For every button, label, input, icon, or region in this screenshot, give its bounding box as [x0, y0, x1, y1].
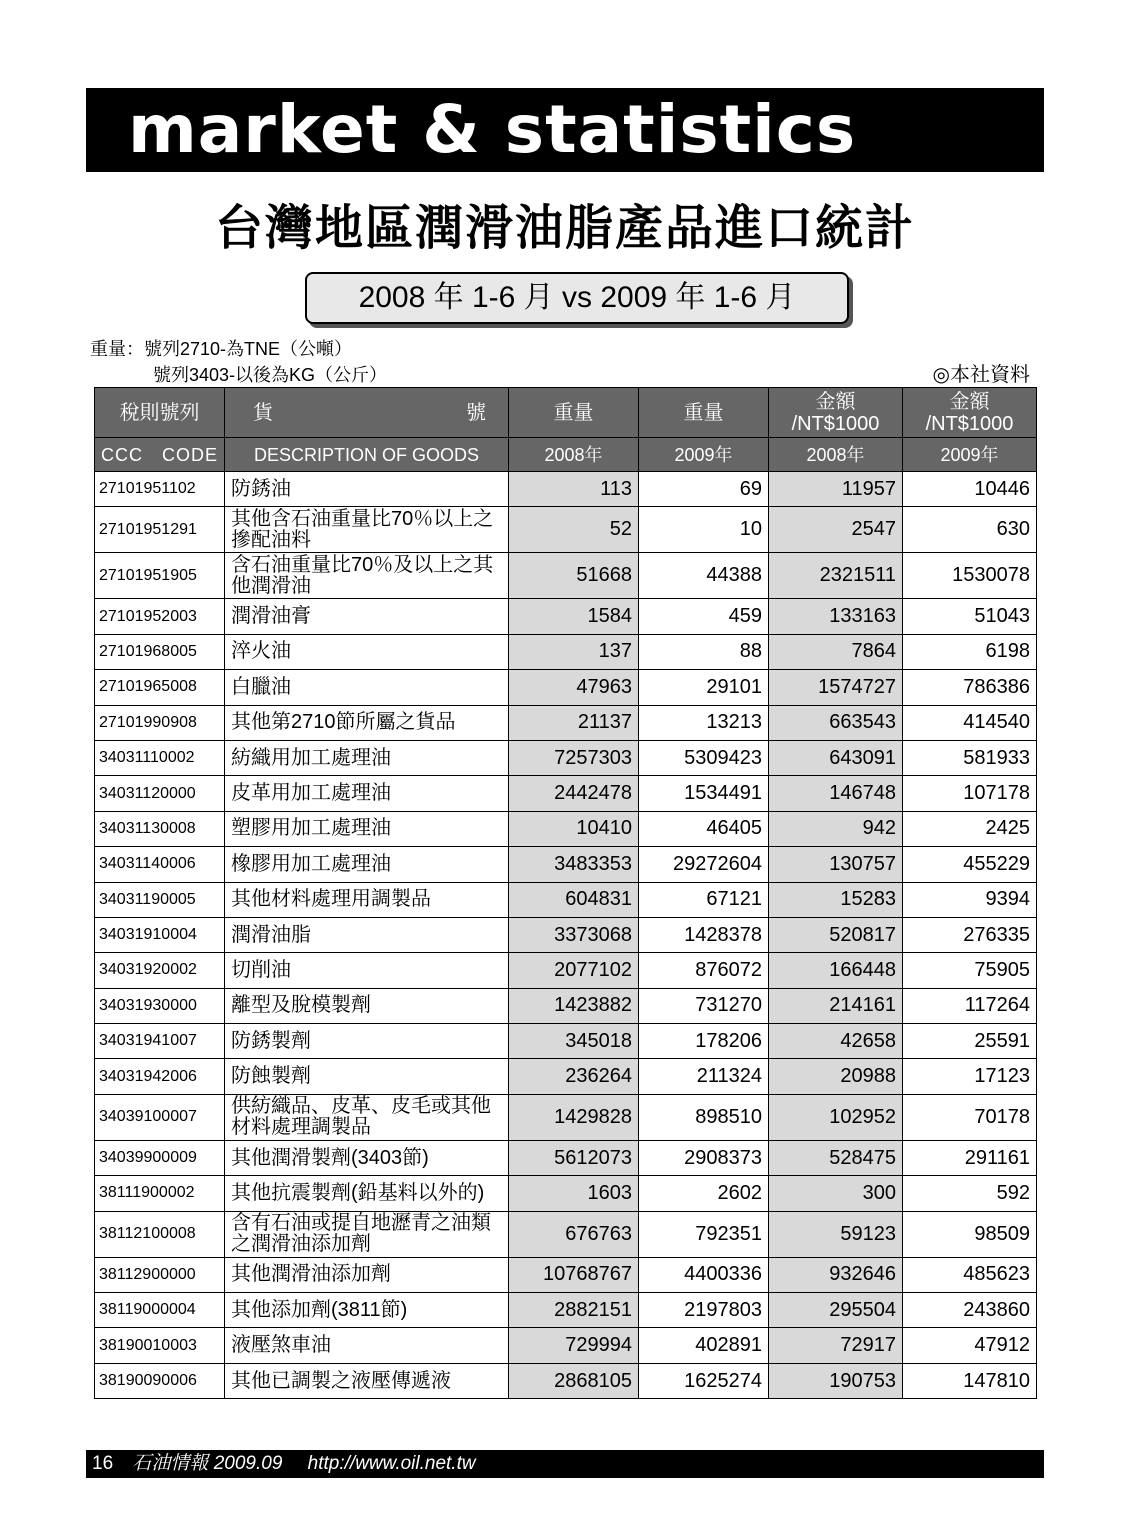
weight-2009-cell: 10 [639, 507, 769, 553]
description-cell: 防蝕製劑 [225, 1059, 509, 1094]
value-2009-cell: 75905 [903, 953, 1037, 988]
value-2009-cell: 6198 [903, 634, 1037, 669]
description-cell: 防銹油 [225, 472, 509, 507]
weight-2008-cell: 10768767 [509, 1257, 639, 1292]
value-2008-cell: 7864 [769, 634, 903, 669]
description-cell: 白臘油 [225, 670, 509, 705]
table-row [95, 553, 1037, 599]
section-banner [86, 88, 1044, 172]
page-number: 16 [92, 1453, 114, 1474]
value-2009-cell: 98509 [903, 1211, 1037, 1257]
magazine-issue: 石油情報 2009.09 [132, 1453, 283, 1474]
header-value-2008 [769, 388, 903, 438]
banner-title: market & statistics [128, 91, 857, 168]
value-2008-cell: 133163 [769, 599, 903, 634]
header-row-1 [95, 388, 1037, 438]
code-cell: 38112100008 [95, 1211, 225, 1257]
code-cell: 34031941007 [95, 1024, 225, 1059]
table-row [95, 740, 1037, 775]
weight-2008-cell: 2442478 [509, 776, 639, 811]
table-body [95, 472, 1037, 1399]
value-2009-cell: 17123 [903, 1059, 1037, 1094]
value-2008-cell: 528475 [769, 1140, 903, 1175]
description-cell: 橡膠用加工處理油 [225, 847, 509, 882]
code-cell: 38190010003 [95, 1328, 225, 1363]
table-row [95, 705, 1037, 740]
weight-2008-cell: 51668 [509, 553, 639, 599]
value-2009-cell: 485623 [903, 1257, 1037, 1292]
code-cell: 27101965008 [95, 670, 225, 705]
value-2008-cell: 166448 [769, 953, 903, 988]
value-2009-cell: 107178 [903, 776, 1037, 811]
table-row [95, 599, 1037, 634]
code-cell: 34039100007 [95, 1094, 225, 1140]
table-row [95, 811, 1037, 846]
weight-2009-cell: 2197803 [639, 1293, 769, 1328]
weight-2009-cell: 13213 [639, 705, 769, 740]
value-2009-cell: 2425 [903, 811, 1037, 846]
value-2009-cell: 276335 [903, 917, 1037, 952]
weight-2009-cell: 44388 [639, 553, 769, 599]
table-row [95, 847, 1037, 882]
code-cell: 34031910004 [95, 917, 225, 952]
header-goods-left: 貨 [253, 401, 273, 424]
value-2009-cell: 25591 [903, 1024, 1037, 1059]
header-value-2008-line1: 金額 [815, 390, 856, 413]
table-row [95, 1094, 1037, 1140]
header-ccc-code: CCC CODE [95, 438, 225, 472]
code-cell: 27101968005 [95, 634, 225, 669]
header-year-value-2009: 2009年 [903, 438, 1037, 472]
weight-2008-cell: 1603 [509, 1176, 639, 1211]
value-2009-cell: 630 [903, 507, 1037, 553]
code-cell: 27101951291 [95, 507, 225, 553]
header-value-2008-line2: /NT$1000 [791, 412, 880, 435]
description-cell: 淬火油 [225, 634, 509, 669]
code-cell: 27101951102 [95, 472, 225, 507]
header-goods-right: 號 [466, 401, 486, 424]
value-2008-cell: 42658 [769, 1024, 903, 1059]
weight-2009-cell: 211324 [639, 1059, 769, 1094]
header-value-2009-line1: 金額 [949, 390, 990, 413]
description-cell: 其他潤滑製劑(3403節) [225, 1140, 509, 1175]
code-cell: 38190090006 [95, 1363, 225, 1398]
source-note: ◎本社資料 [932, 364, 1030, 386]
table-row [95, 1140, 1037, 1175]
weight-2009-cell: 2908373 [639, 1140, 769, 1175]
table-row [95, 507, 1037, 553]
table-row [95, 1257, 1037, 1292]
weight-2009-cell: 1625274 [639, 1363, 769, 1398]
weight-2008-cell: 604831 [509, 882, 639, 917]
weight-2009-cell: 67121 [639, 882, 769, 917]
table-row [95, 1176, 1037, 1211]
weight-2009-cell: 876072 [639, 953, 769, 988]
value-2009-cell: 786386 [903, 670, 1037, 705]
value-2008-cell: 59123 [769, 1211, 903, 1257]
description-cell: 其他含石油重量比70％以上之摻配油料 [225, 507, 509, 553]
weight-2009-cell: 29272604 [639, 847, 769, 882]
weight-2008-cell: 236264 [509, 1059, 639, 1094]
weight-2008-cell: 3373068 [509, 917, 639, 952]
weight-2009-cell: 46405 [639, 811, 769, 846]
weight-2009-cell: 459 [639, 599, 769, 634]
unit-note-line1: 重量：號列2710-為TNE（公噸） [90, 339, 353, 359]
weight-2009-cell: 4400336 [639, 1257, 769, 1292]
value-2008-cell: 520817 [769, 917, 903, 952]
description-cell: 其他第2710節所屬之貨品 [225, 705, 509, 740]
value-2008-cell: 295504 [769, 1293, 903, 1328]
value-2009-cell: 9394 [903, 882, 1037, 917]
weight-2009-cell: 792351 [639, 1211, 769, 1257]
table-row [95, 917, 1037, 952]
description-cell: 離型及脫模製劑 [225, 988, 509, 1023]
value-2009-cell: 581933 [903, 740, 1037, 775]
weight-2008-cell: 1429828 [509, 1094, 639, 1140]
description-cell: 液壓煞車油 [225, 1328, 509, 1363]
description-cell: 供紡織品、皮革、皮毛或其他材料處理調製品 [225, 1094, 509, 1140]
table-row [95, 988, 1037, 1023]
code-cell: 27101952003 [95, 599, 225, 634]
table-row [95, 1024, 1037, 1059]
description-cell: 塑膠用加工處理油 [225, 811, 509, 846]
value-2008-cell: 2321511 [769, 553, 903, 599]
description-cell: 切削油 [225, 953, 509, 988]
code-cell: 34031120000 [95, 776, 225, 811]
value-2009-cell: 455229 [903, 847, 1037, 882]
code-cell: 34031130008 [95, 811, 225, 846]
value-2008-cell: 20988 [769, 1059, 903, 1094]
weight-2008-cell: 137 [509, 634, 639, 669]
code-cell: 34031110002 [95, 740, 225, 775]
weight-2009-cell: 178206 [639, 1024, 769, 1059]
page-footer [86, 1450, 1044, 1478]
description-cell: 潤滑油膏 [225, 599, 509, 634]
weight-2009-cell: 88 [639, 634, 769, 669]
weight-2008-cell: 113 [509, 472, 639, 507]
code-cell: 34031930000 [95, 988, 225, 1023]
value-2009-cell: 47912 [903, 1328, 1037, 1363]
description-cell: 防銹製劑 [225, 1024, 509, 1059]
weight-2009-cell: 1534491 [639, 776, 769, 811]
value-2009-cell: 10446 [903, 472, 1037, 507]
table-row [95, 776, 1037, 811]
value-2009-cell: 243860 [903, 1293, 1037, 1328]
import-statistics-table [94, 387, 1037, 1399]
weight-2008-cell: 1584 [509, 599, 639, 634]
value-2008-cell: 15283 [769, 882, 903, 917]
weight-2008-cell: 2882151 [509, 1293, 639, 1328]
weight-2008-cell: 10410 [509, 811, 639, 846]
weight-2008-cell: 2868105 [509, 1363, 639, 1398]
value-2009-cell: 1530078 [903, 553, 1037, 599]
value-2009-cell: 291161 [903, 1140, 1037, 1175]
weight-2009-cell: 5309423 [639, 740, 769, 775]
description-cell: 皮革用加工處理油 [225, 776, 509, 811]
header-year-weight-2008: 2008年 [509, 438, 639, 472]
value-2008-cell: 190753 [769, 1363, 903, 1398]
value-2008-cell: 72917 [769, 1328, 903, 1363]
code-cell: 38112900000 [95, 1257, 225, 1292]
weight-2009-cell: 898510 [639, 1094, 769, 1140]
code-cell: 38119000004 [95, 1293, 225, 1328]
header-year-value-2008: 2008年 [769, 438, 903, 472]
weight-2009-cell: 1428378 [639, 917, 769, 952]
description-cell: 紡織用加工處理油 [225, 740, 509, 775]
value-2008-cell: 663543 [769, 705, 903, 740]
weight-2008-cell: 21137 [509, 705, 639, 740]
value-2008-cell: 102952 [769, 1094, 903, 1140]
value-2008-cell: 146748 [769, 776, 903, 811]
weight-2009-cell: 2602 [639, 1176, 769, 1211]
value-2008-cell: 300 [769, 1176, 903, 1211]
website-url[interactable]: http://www.oil.net.tw [307, 1453, 476, 1474]
description-cell: 潤滑油脂 [225, 917, 509, 952]
weight-2008-cell: 345018 [509, 1024, 639, 1059]
header-weight-2008: 重量 [509, 388, 639, 438]
value-2008-cell: 932646 [769, 1257, 903, 1292]
weight-2008-cell: 52 [509, 507, 639, 553]
header-description: DESCRIPTION OF GOODS [225, 438, 509, 472]
value-2009-cell: 147810 [903, 1363, 1037, 1398]
code-cell: 27101951905 [95, 553, 225, 599]
weight-2008-cell: 676763 [509, 1211, 639, 1257]
table-row [95, 634, 1037, 669]
weight-2008-cell: 729994 [509, 1328, 639, 1363]
description-cell: 其他添加劑(3811節) [225, 1293, 509, 1328]
header-row-2 [95, 438, 1037, 472]
code-cell: 34031190005 [95, 882, 225, 917]
value-2008-cell: 942 [769, 811, 903, 846]
header-weight-2009: 重量 [639, 388, 769, 438]
value-2009-cell: 414540 [903, 705, 1037, 740]
description-cell: 含有石油或提自地瀝青之油類之潤滑油添加劑 [225, 1211, 509, 1257]
description-cell: 其他潤滑油添加劑 [225, 1257, 509, 1292]
weight-2008-cell: 5612073 [509, 1140, 639, 1175]
table-row [95, 670, 1037, 705]
value-2009-cell: 70178 [903, 1094, 1037, 1140]
table-row [95, 472, 1037, 507]
value-2008-cell: 130757 [769, 847, 903, 882]
code-cell: 38111900002 [95, 1176, 225, 1211]
description-cell: 其他材料處理用調製品 [225, 882, 509, 917]
weight-2008-cell: 3483353 [509, 847, 639, 882]
description-cell: 含石油重量比70％及以上之其他潤滑油 [225, 553, 509, 599]
code-cell: 34039900009 [95, 1140, 225, 1175]
table-row [95, 1363, 1037, 1398]
value-2008-cell: 643091 [769, 740, 903, 775]
code-cell: 34031942006 [95, 1059, 225, 1094]
value-2009-cell: 117264 [903, 988, 1037, 1023]
weight-2009-cell: 731270 [639, 988, 769, 1023]
weight-2008-cell: 47963 [509, 670, 639, 705]
weight-2009-cell: 402891 [639, 1328, 769, 1363]
code-cell: 34031920002 [95, 953, 225, 988]
code-cell: 27101990908 [95, 705, 225, 740]
table-row [95, 1293, 1037, 1328]
code-cell: 34031140006 [95, 847, 225, 882]
table-row [95, 882, 1037, 917]
weight-2008-cell: 2077102 [509, 953, 639, 988]
weight-2009-cell: 69 [639, 472, 769, 507]
weight-2008-cell: 7257303 [509, 740, 639, 775]
description-cell: 其他抗震製劑(鉛基料以外的) [225, 1176, 509, 1211]
value-2008-cell: 11957 [769, 472, 903, 507]
unit-note-line2: 號列3403-以後為KG（公斤） [153, 365, 388, 385]
description-cell: 其他已調製之液壓傳遞液 [225, 1363, 509, 1398]
header-value-2009 [903, 388, 1037, 438]
table-row [95, 1211, 1037, 1257]
value-2008-cell: 2547 [769, 507, 903, 553]
header-year-weight-2009: 2009年 [639, 438, 769, 472]
table-row [95, 953, 1037, 988]
value-2008-cell: 1574727 [769, 670, 903, 705]
weight-2009-cell: 29101 [639, 670, 769, 705]
header-tariff-code: 稅則號列 [95, 388, 225, 438]
table-row [95, 1059, 1037, 1094]
value-2009-cell: 51043 [903, 599, 1037, 634]
header-value-2009-line2: /NT$1000 [925, 412, 1014, 435]
value-2008-cell: 214161 [769, 988, 903, 1023]
value-2009-cell: 592 [903, 1176, 1037, 1211]
table-row [95, 1328, 1037, 1363]
weight-2008-cell: 1423882 [509, 988, 639, 1023]
header-goods [225, 388, 509, 438]
period-label: 2008 年 1-6 月 vs 2009 年 1-6 月 [305, 272, 849, 324]
page-title: 台灣地區潤滑油脂產品進口統計 [214, 200, 915, 256]
